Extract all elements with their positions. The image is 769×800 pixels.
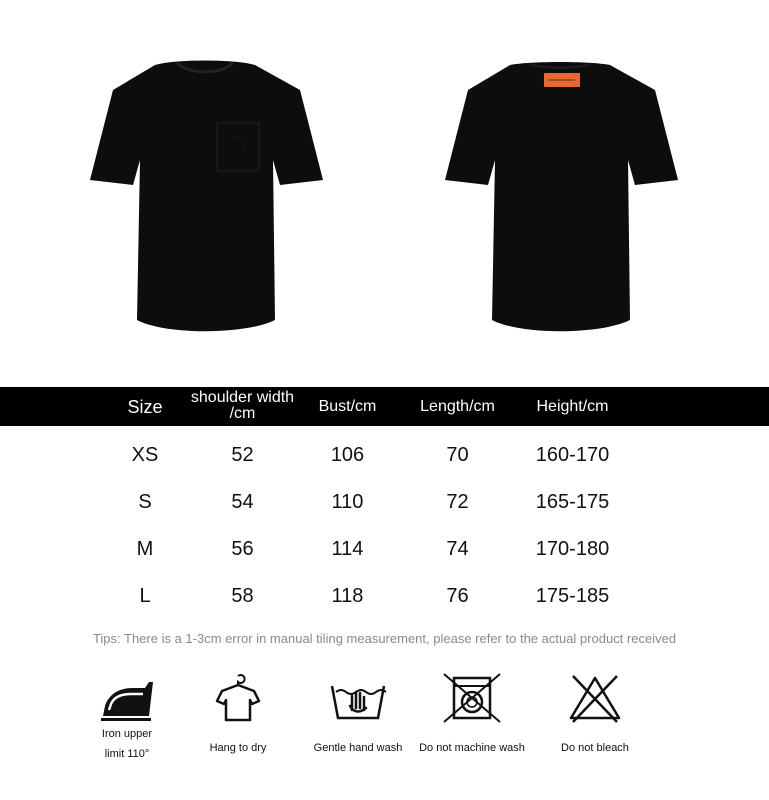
cell-size: M [136,538,154,560]
cell-shoulder: 54 [231,491,254,513]
care-instructions [0,672,769,782]
cell-size: XS [131,444,159,466]
care-iron [67,672,187,764]
table-row [0,526,769,573]
header-shoulder [180,390,305,422]
care-iron-label-2: limit 110° [104,748,150,760]
header-length: Length/cm [420,397,495,415]
cell-shoulder: 58 [231,585,254,607]
care-hang [178,672,298,758]
cell-height: 170-180 [535,538,610,560]
header-shoulder-line2: /cm [229,405,256,422]
table-header [0,387,769,426]
header-shoulder-line1: shoulder width [190,389,295,406]
header-bust: Bust/cm [318,397,377,415]
cell-height: 175-185 [535,585,610,607]
care-hand-wash [298,672,418,758]
tshirt-front-icon [85,55,325,340]
care-no-machine [412,672,532,758]
cell-length: 70 [446,444,469,466]
cell-bust: 106 [330,444,365,466]
cell-bust: 118 [331,585,364,607]
table-row [0,573,769,620]
header-size: Size [127,396,163,417]
cell-height: 160-170 [535,444,610,466]
cell-size: L [139,585,151,607]
cell-height: 165-175 [535,491,610,513]
cell-size: S [138,491,152,513]
table-row [0,432,769,479]
care-no-bleach [535,672,655,758]
no-machine-wash-icon [440,672,504,724]
cell-shoulder: 52 [231,444,254,466]
cell-length: 72 [446,491,469,513]
cell-length: 76 [446,585,469,607]
tshirt-back-icon [440,55,680,340]
hanger-shirt-icon [206,672,270,724]
iron-icon [95,672,159,724]
no-bleach-icon [563,672,627,724]
care-no-machine-label: Do not machine wash [419,742,525,754]
header-height: Height/cm [536,397,609,415]
tshirt-front-image [85,55,325,340]
tips-text: Tips: There is a 1-3cm error in manual tiling measurement, please refer to the actual product received [92,631,677,646]
cell-bust: 114 [331,538,364,560]
care-hand-wash-label: Gentle hand wash [313,742,403,754]
size-table [0,387,769,620]
product-photos [0,0,769,380]
care-iron-label-1: Iron upper [101,728,153,740]
cell-bust: 110 [331,491,364,513]
hand-wash-icon [326,672,390,724]
cell-length: 74 [446,538,469,560]
table-row [0,479,769,526]
tshirt-back-image [440,55,680,340]
care-no-bleach-label: Do not bleach [561,742,629,754]
cell-shoulder: 56 [231,538,254,560]
care-hang-label: Hang to dry [209,742,267,754]
